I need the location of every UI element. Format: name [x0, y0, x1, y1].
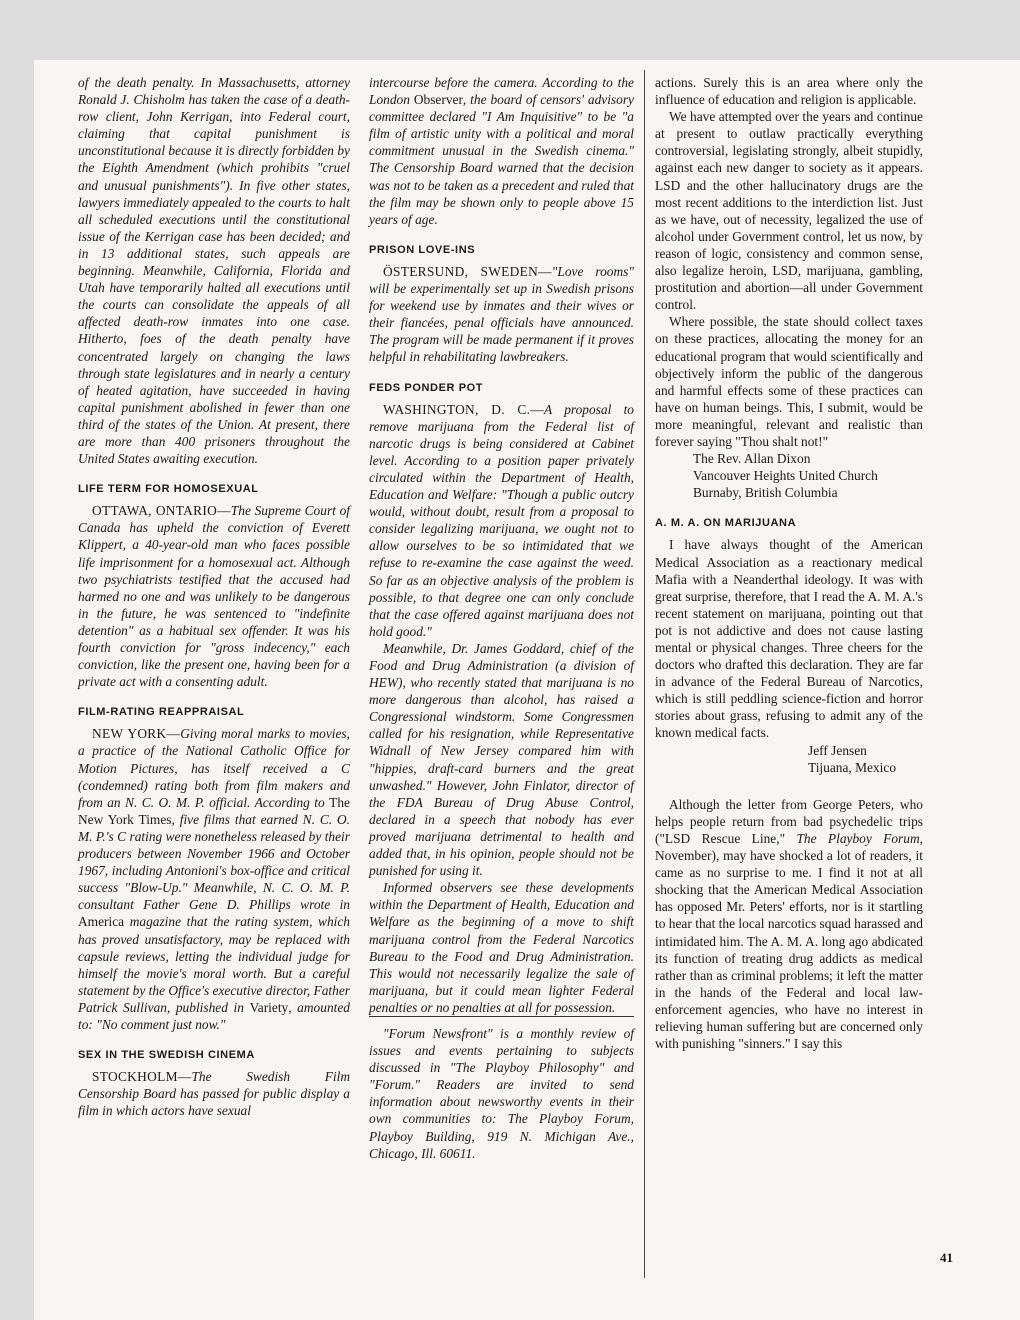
paragraph-spacer	[655, 776, 923, 796]
body-paragraph: actions. Surely this is an area where only the influence of education and religion is applicable.	[655, 75, 923, 108]
paragraph-text: "Love rooms" will be experimentally set up in Swedish prisons for weekend use by inmates and their wives or their fiancées, penal officials have announced. The program will be made permanent if it proves helpful in rehabilitating lawbreakers.	[369, 263, 634, 365]
section-heading: PRISON LOVE-INS	[369, 243, 476, 256]
paragraph-text: magazine that the rating system, which has proved unsatisfactory, may be replaced with capsule reviews, letting the individual judge for himself the movie's moral worth. But a careful statement by the Office's executive director, Father Patrick Sullivan, published in	[78, 914, 350, 1015]
publication-name: The Playboy Forum	[796, 830, 920, 846]
publication-name: America	[78, 914, 125, 930]
body-paragraph	[369, 401, 634, 640]
body-paragraph	[655, 796, 923, 1052]
paragraph-text: , the board of censors' advisory committee declared "I Am Inquisitive" to be "a film of artistic unity with a political and moral commitment unusual in the Swedish cinema." The Censorship Board warned that the decision was not to be taken as a precedent and ruled that the film may be shown only to people above 15 years of age.	[369, 92, 634, 227]
column-1	[78, 74, 350, 1119]
paragraph-text: Although the letter from George Peters, who helps people return from bad psychedelic trips ("LSD Rescue Line,"	[655, 796, 923, 846]
body-paragraph	[78, 1068, 350, 1119]
publication-name: Observer	[413, 92, 463, 108]
publication-name: Variety	[249, 999, 289, 1015]
dateline: NEW YORK—	[92, 726, 181, 742]
letter-signature-line: Tijuana, Mexico	[808, 759, 897, 775]
editor-note: "Forum Newsfront" is a monthly review of issues and events pertaining to subjects discussed in "The Playboy Philosophy" and "Forum." Readers are invited to send information about newsworthy events in their own communities to: The Playboy Forum, Playboy Building, 919 N. Michigan Ave., Chicago, Ill. 60611.	[369, 1016, 634, 1162]
section-heading: LIFE TERM FOR HOMOSEXUAL	[78, 483, 259, 496]
section-heading: A. M. A. ON MARIJUANA	[655, 517, 797, 530]
letter-signature-line: Vancouver Heights United Church	[693, 468, 878, 484]
section-heading: FILM-RATING REAPPRAISAL	[78, 706, 245, 719]
body-paragraph: We have attempted over the years and continue at present to outlaw practically everything controversial, legislating strongly, albeit stupidly, against each new danger to society as it appears. LSD and the other hallucinatory drugs are the most recent additions to the interdiction list. Just as we have, out of necessity, legalized the use of alcohol under Government control, let us now, by reason of logic, consistency and common sense, also legalize heroin, LSD, marijuana, gambling, prostitution and abortion—all under Government control.	[655, 109, 923, 313]
body-paragraph: Meanwhile, Dr. James Goddard, chief of the Food and Drug Administration (a division of HEW), who recently stated that marijuana is no more dangerous than alcohol, has raised a Congressional windstorm. Some Congressmen called for his resignation, while Representative Widnall of New Jersey compared him with "hippies, draft-card burners and the great unwashed." However, John Finlator, director of the FDA Bureau of Drug Abuse Control, declared in a speech that nobody has ever proved marijuana detrimental to health and added that, in his opinion, people should not be punished for using it.	[369, 640, 634, 879]
column-3	[655, 74, 923, 1052]
paragraph-text: The Swedish Film Censorship Board has passed for public display a film in which actors have sexual	[78, 1069, 350, 1119]
column-2	[369, 74, 634, 1162]
paragraph-text: intercourse before the camera. According to the London	[369, 75, 634, 108]
body-paragraph: Where possible, the state should collect taxes on these practices, allocating the money for an educational program that would scientifically and objectively inform the public of the dangerous and harmful effects some of these practices can have on human beings. This, I submit, would be more meaningful, relevant and realistic than forever saying "Thou shalt not!"	[655, 314, 923, 449]
paragraph-text: , five films that earned N. C. O. M. P.'s C rating were nonetheless released by their producers between November 1966 and October 1967, including Antonioni's box-office and critical success "Blow-Up." Meanwhile, N. C. O. M. P. consultant Father Gene D. Phillips wrote in	[78, 811, 350, 913]
body-paragraph	[78, 725, 350, 1033]
letter-signature-line: Burnaby, British Columbia	[693, 485, 838, 501]
paragraph-text: , November), may have shocked a lot of readers, it came as no surprise to me. I find it not at all shocking that the American Medical Association has opposed Mr. Peters' efforts, nor is it startling to hear that the local narcotics squad harassed and intimidated him. The A. M. A. long ago abdicated its function of treating drug addicts as medical rather than as criminal problems; it left the matter in the hands of the Federal and local law-enforcement agencies, who have no interest in relieving human suffering but are concerned only with punishing "sinners." I say this	[655, 830, 923, 1052]
dateline: ÖSTERSUND, SWEDEN—	[383, 263, 552, 279]
body-paragraph	[78, 502, 350, 690]
body-paragraph: Informed observers see these developments within the Department of Health, Education and Welfare as the beginning of a move to shift marijuana control from the Federal Narcotics Bureau to the Food and Drug Administration. This would not necessarily legalize the sale of marijuana, but it could mean lighter Federal penalties or no penalties at all for possession.	[369, 880, 634, 1015]
dateline: STOCKHOLM—	[92, 1069, 192, 1085]
body-paragraph: of the death penalty. In Massachusetts, attorney Ronald J. Chisholm has taken the case of a death-row client, John Kerrigan, into Federal court, claiming that capital punishment is unconstitutional because it is directly forbidden by the Eighth Amendment (which prohibits "cruel and unusual punishments"). In five other states, lawyers immediately appealed to the courts to halt all scheduled executions until the constitutional issue of the Kerrigan case has been decided; and in 13 additional states, such appeals are beginning. Meanwhile, California, Florida and Utah have temporarily halted all executions until the courts can consolidate the appeals of all affected death-row inmates into one case. Hitherto, foes of the death penalty have concentrated largely on changing the laws through state legislatures and in nearly a century of heated agitation, have succeeded in having capital punishment abolished in fewer than one third of the states of the Union. At present, there are more than 400 prisoners throughout the United States awaiting execution.	[78, 75, 350, 467]
paragraph-text: A proposal to remove marijuana from the Federal list of narcotic drugs is being considered at Cabinet level. According to a position paper privately circulated within the Department of Health, Education and Welfare: "Though a public outcry would, without doubt, result from a proposal to consider legalizing marijuana, we ought not to allow ourselves to be so intimidated that we refuse to re-examine the case against the weed. So far as an objective analysis of the problem is possible, to that degree one can only conclude that the case offered against marijuana does not hold good."	[369, 401, 635, 639]
page-number: 41	[940, 1250, 953, 1265]
paragraph-text: Giving moral marks to movies, a practice of the National Catholic Office for Motion Pictures, has itself received a C (condemned) rating both from film makers and from an N. C. O. M. P. official. According to	[78, 726, 350, 810]
dateline: OTTAWA, ONTARIO—	[92, 503, 231, 519]
magazine-page	[34, 60, 1020, 1320]
column-divider	[644, 70, 645, 1278]
body-paragraph: I have always thought of the American Medical Association as a reactionary medical Mafia with a Neanderthal ideology. It was with great surprise, therefore, that I read the A. M. A.'s recent statement on marijuana, pointing out that pot is not addictive and does not cause lasting mental or physical changes. Three cheers for the doctors who drafted this declaration. They are far in advance of the Federal Bureau of Narcotics, which is still peddling science-fiction and horror stories about grass, refusing to admit any of the known medical facts.	[655, 537, 923, 741]
letter-signature-name: Jeff Jensen	[808, 742, 867, 758]
paragraph-text: The Supreme Court of Canada has upheld the conviction of Everett Klippert, a 40-year-old man who faces possible life imprisonment for a homosexual act. Although two psychiatrists testified that the accused had harmed no one and was unlikely to be dangerous in the future, he was sentenced to "indefinite detention" as a habitual sex offender. It was his fourth conviction for "gross indecency," each conviction, like the present one, having been for a private act with a consenting adult.	[78, 503, 350, 690]
publication-name: The New York Times	[78, 794, 350, 827]
body-paragraph	[369, 74, 634, 228]
letter-signature-name: The Rev. Allan Dixon	[693, 451, 811, 467]
paragraph-text: , amounted to: "No comment just now."	[78, 999, 350, 1032]
body-paragraph	[369, 263, 634, 366]
section-heading: SEX IN THE SWEDISH CINEMA	[78, 1049, 255, 1062]
dateline: WASHINGTON, D. C.—	[383, 401, 544, 417]
section-heading: FEDS PONDER POT	[369, 381, 484, 394]
